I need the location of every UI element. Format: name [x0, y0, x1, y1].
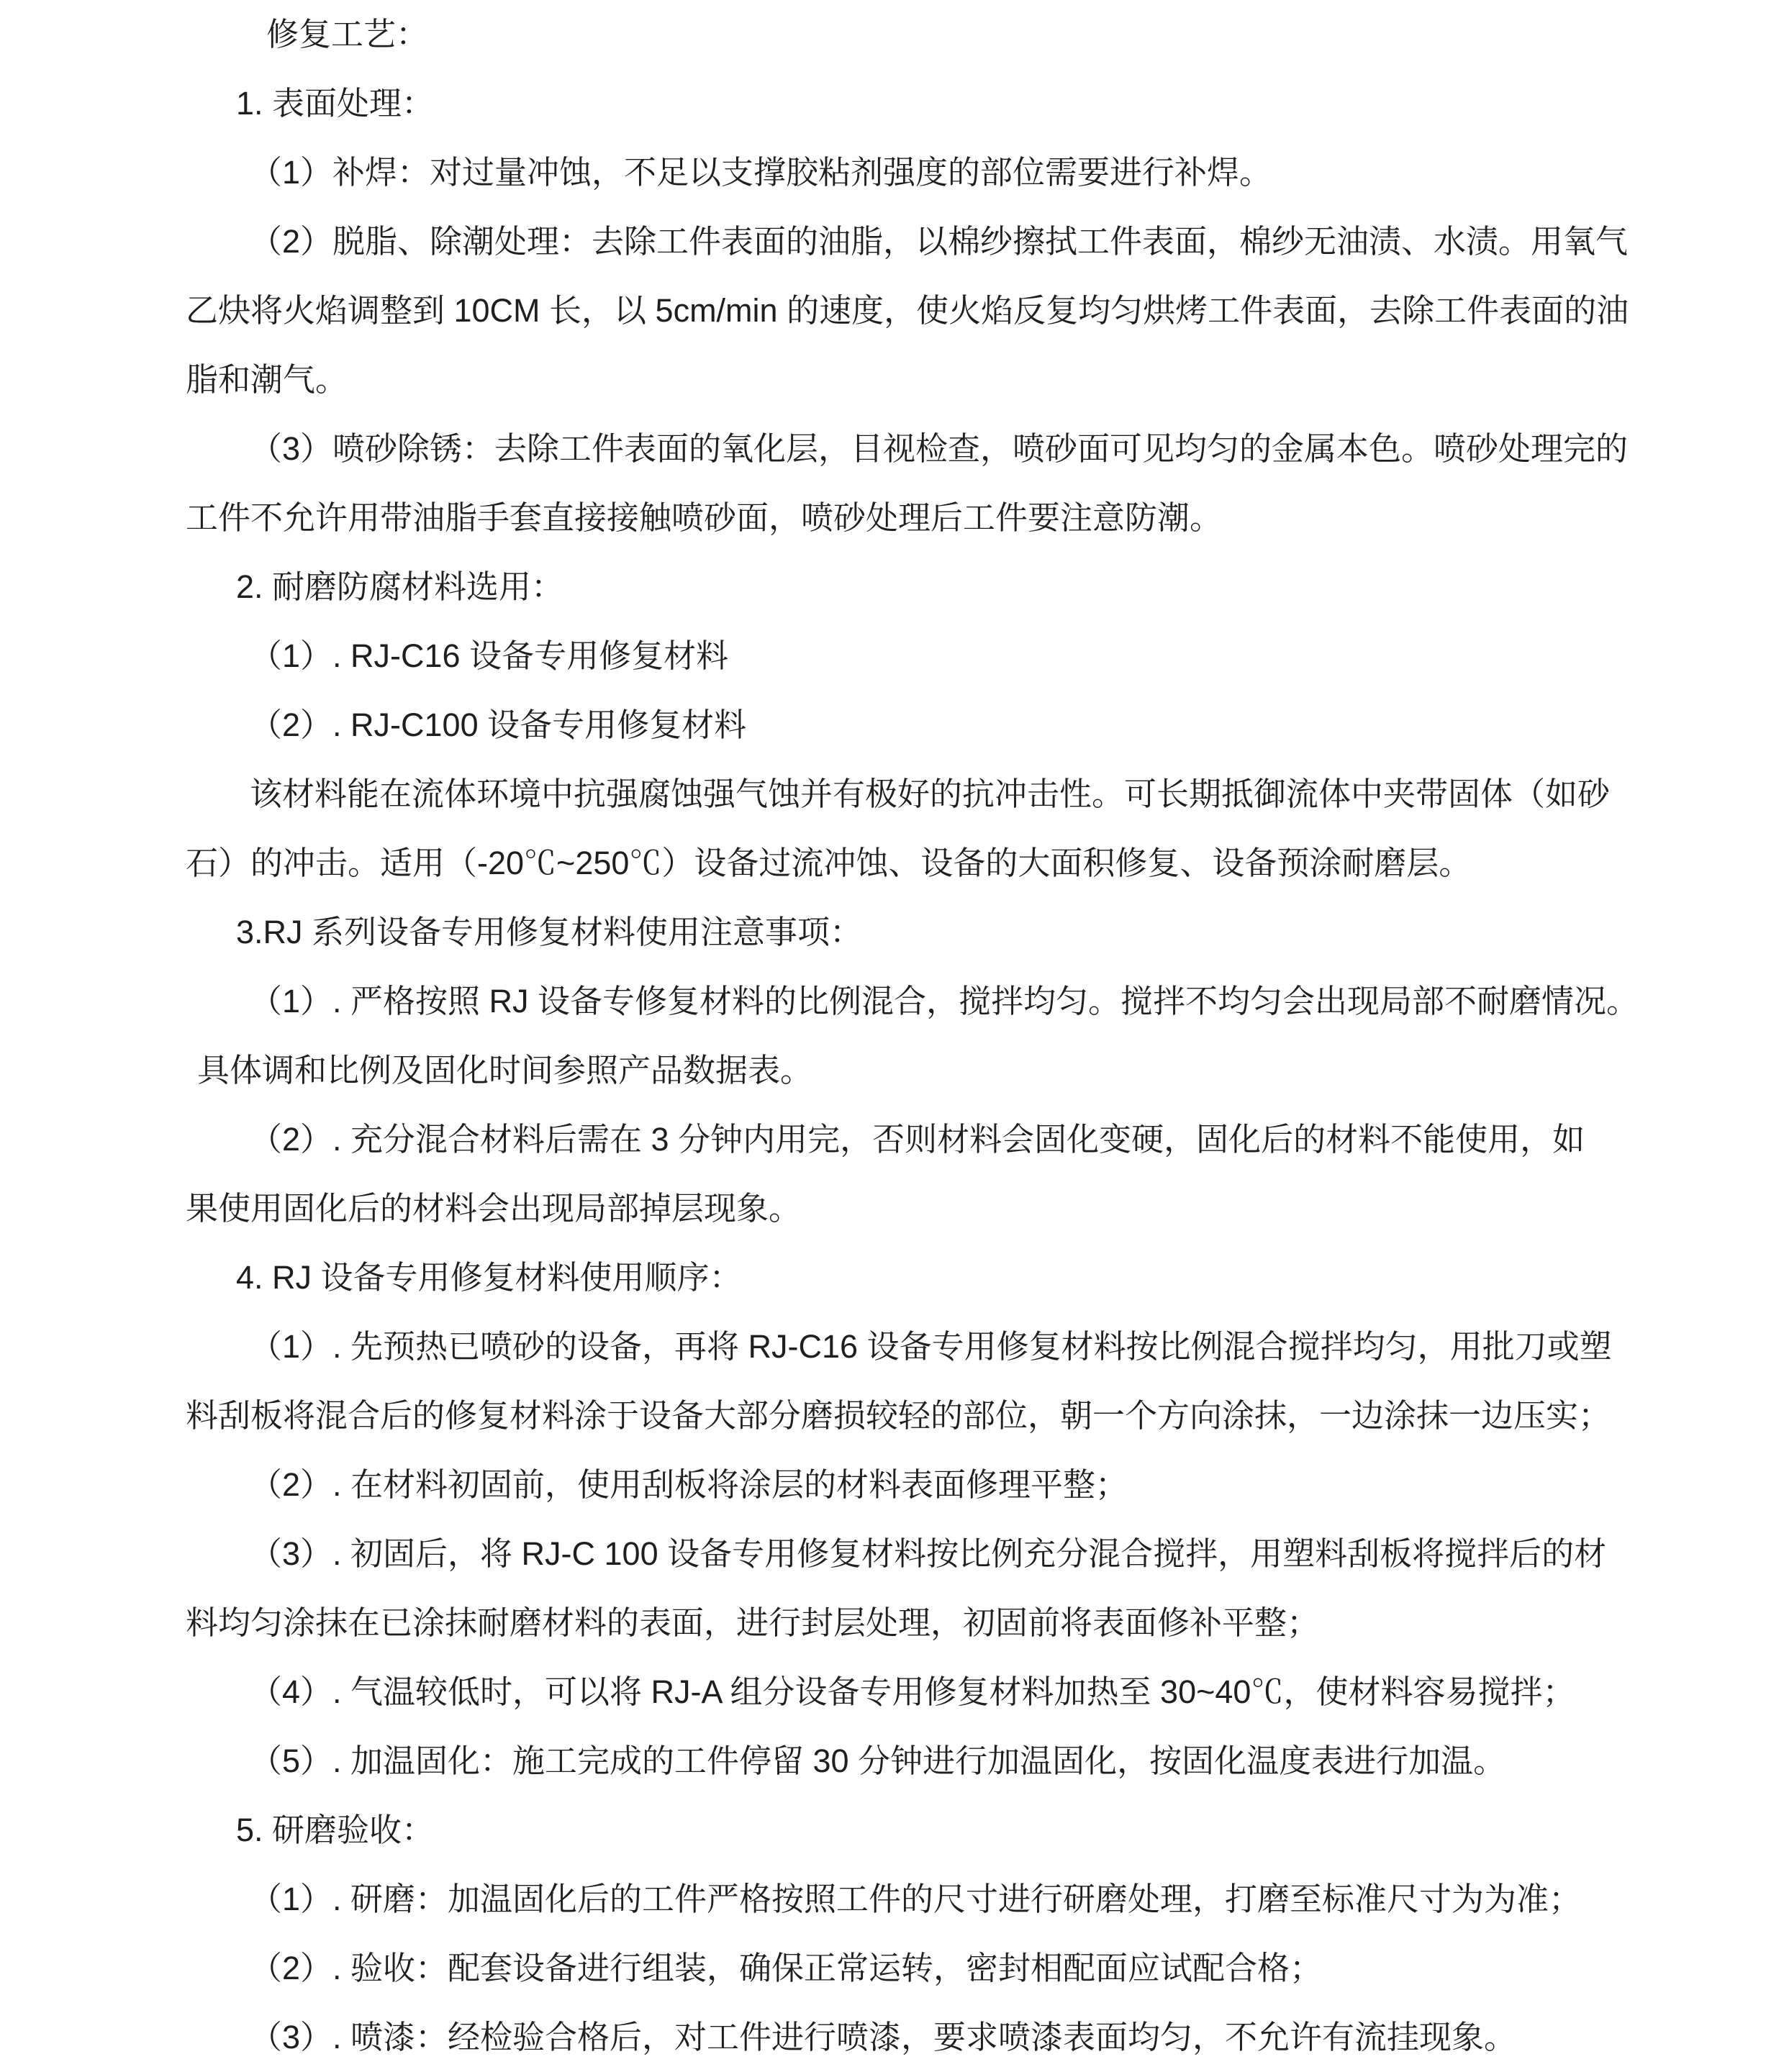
text-line: 修复工艺：: [266, 16, 429, 53]
text-line: 5. 研磨验收：: [236, 1812, 435, 1848]
text-line: （4）. 气温较低时，可以将 RJ-A 组分设备专用修复材料加热至 30~40℃，使材料容易搅拌；: [250, 1673, 1575, 1710]
text-line: 具体调和比例及固化时间参照产品数据表。: [197, 1052, 813, 1089]
text-line: 乙炔将火焰调整到 10CM 长，以 5cm/min 的速度，使火焰反复均匀烘烤工件表面，去除工件表面的油: [186, 292, 1629, 329]
text-line: 脂和潮气。: [186, 361, 348, 398]
text-line: （2）. 在材料初固前，使用刮板将涂层的材料表面修理平整；: [250, 1466, 1128, 1503]
text-line: （1）补焊：对过量冲蚀，不足以支撑胶粘剂强度的部位需要进行补焊。: [250, 154, 1272, 191]
text-line: 工件不允许用带油脂手套直接接触喷砂面，喷砂处理后工件要注意防潮。: [186, 499, 1223, 536]
text-line: 3.RJ 系列设备专用修复材料使用注意事项：: [236, 914, 863, 950]
text-line: （2）. 验收：配套设备进行组装，确保正常运转，密封相配面应试配合格；: [250, 1950, 1323, 1986]
text-line: 4. RJ 设备专用修复材料使用顺序：: [236, 1259, 742, 1296]
text-line: 料均匀涂抹在已涂抹耐磨材料的表面，进行封层处理，初固前将表面修补平整；: [186, 1604, 1320, 1641]
text-line: （2）. RJ-C100 设备专用修复材料: [250, 706, 747, 743]
text-line: （3）喷砂除锈：去除工件表面的氧化层，目视检查，喷砂面可见均匀的金属本色。喷砂处理完的: [250, 430, 1629, 467]
text-line: （1）. RJ-C16 设备专用修复材料: [250, 637, 729, 674]
text-line: （1）. 先预热已喷砂的设备，再将 RJ-C16 设备专用修复材料按比例混合搅拌均匀，用批刀或塑: [250, 1328, 1612, 1365]
text-line: （5）. 加温固化：施工完成的工件停留 30 分钟进行加温固化，按固化温度表进行加温。: [250, 1742, 1506, 1779]
text-line: （2）. 充分混合材料后需在 3 分钟内用完，否则材料会固化变硬，固化后的材料不能使用，如: [250, 1121, 1585, 1158]
text-line: 该材料能在流体环境中抗强腐蚀强气蚀并有极好的抗冲击性。可长期抵御流体中夹带固体（如砂: [250, 776, 1611, 812]
text-line: （2）脱脂、除潮处理：去除工件表面的油脂，以棉纱擦拭工件表面，棉纱无油渍、水渍。用氧气: [250, 223, 1629, 260]
text-line: 2. 耐磨防腐材料选用：: [236, 568, 564, 605]
text-line: （1）. 严格按照 RJ 设备专修复材料的比例混合，搅拌均匀。搅拌不均匀会出现局部不耐磨情况。: [250, 983, 1639, 1019]
text-line: 1. 表面处理：: [236, 85, 435, 122]
text-line: （1）. 研磨：加温固化后的工件严格按照工件的尺寸进行研磨处理，打磨至标准尺寸为为准；: [250, 1881, 1582, 1917]
text-line: 石）的冲击。适用（-20℃~250℃）设备过流冲蚀、设备的大面积修复、设备预涂耐磨层。: [186, 845, 1472, 881]
text-line: 料刮板将混合后的修复材料涂于设备大部分磨损较轻的部位，朝一个方向涂抹，一边涂抹一边压实；: [186, 1397, 1611, 1434]
text-line: （3）. 初固后，将 RJ-C 100 设备专用修复材料按比例充分混合搅拌，用塑料刮板将搅拌后的材: [250, 1535, 1607, 1572]
text-line: （3）. 喷漆：经检验合格后，对工件进行喷漆，要求喷漆表面均匀，不允许有流挂现象。: [250, 2019, 1517, 2055]
text-line: 果使用固化后的材料会出现局部掉层现象。: [186, 1190, 802, 1227]
